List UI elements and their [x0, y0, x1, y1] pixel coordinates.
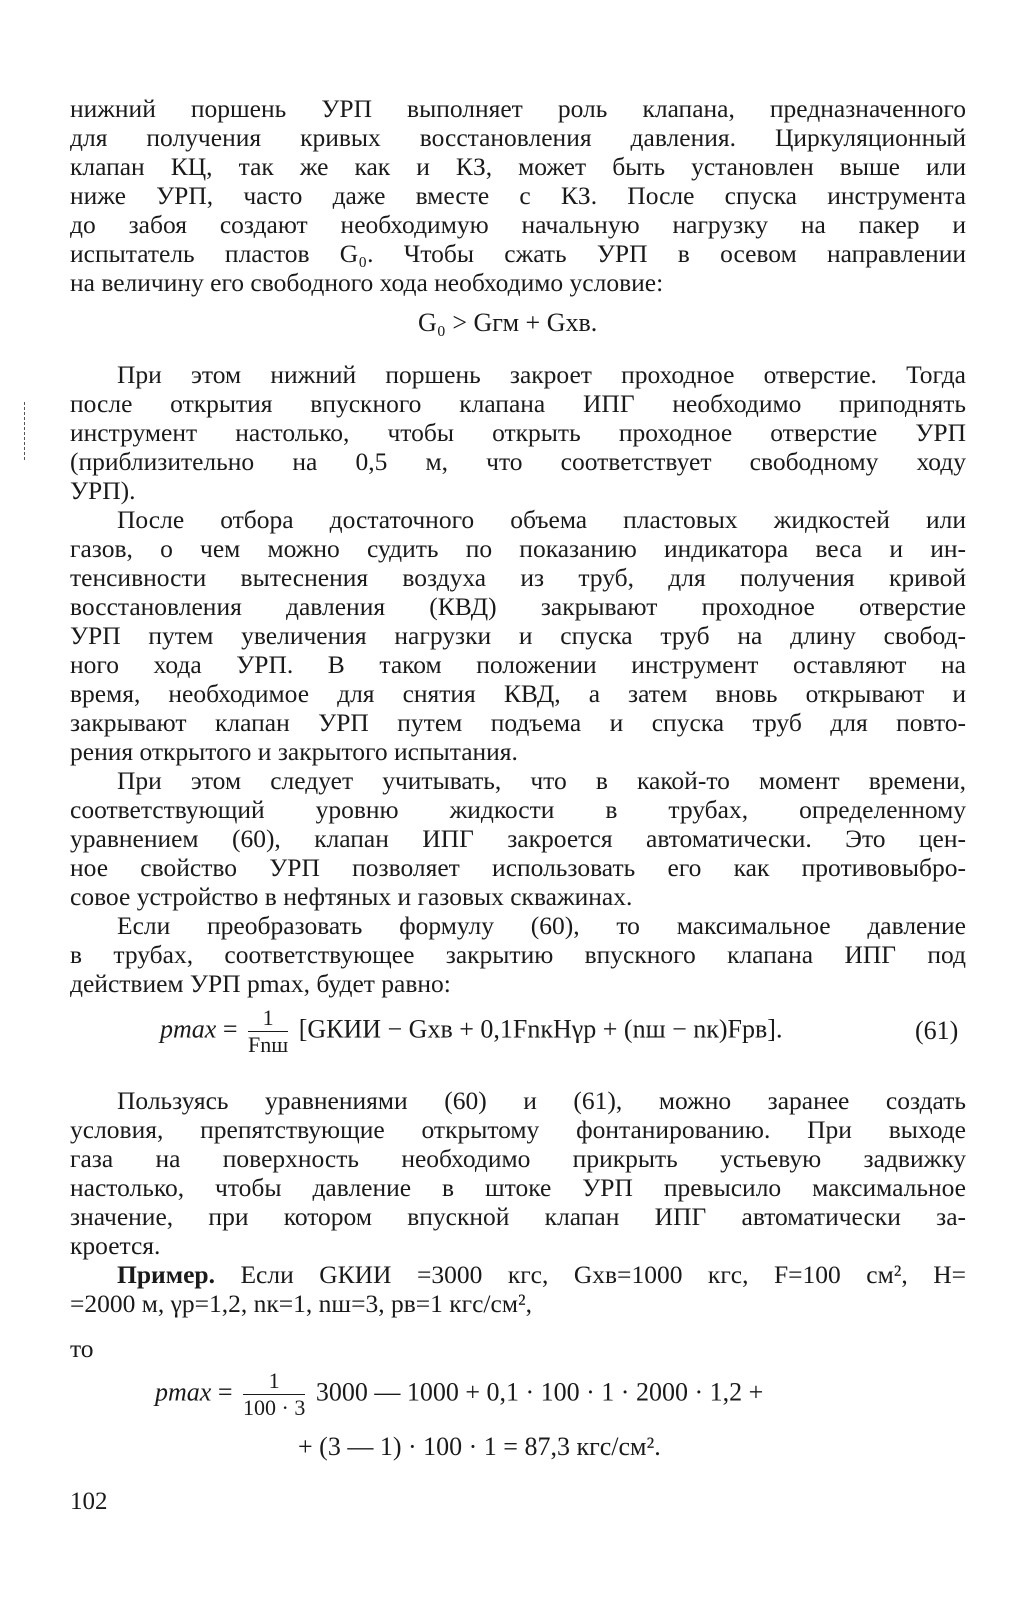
text-line: рения открытого и закрытого испытания.	[70, 737, 518, 766]
equation-61: pmax = $\frac{1}{\text{Fnш}}$ [GКИИ − Gхв + 0,1FnкHγр + (nш − nк)Fpв].	[160, 1005, 783, 1057]
equation-number: (61)	[915, 1016, 959, 1045]
text-line: ного хода УРП. В таком положении инструмент оставляют на	[70, 650, 966, 679]
eq-lhs: pmax	[160, 1014, 217, 1044]
text-line: действием УРП pmax, будет равно:	[70, 969, 451, 998]
eq-lhs: pmax	[155, 1377, 212, 1407]
example-line	[117, 1260, 966, 1289]
text-line: уравнением (60), клапан ИПГ закроется автоматически. Это цен-	[70, 824, 966, 853]
text-line: условия, препятствующие открытому фонтанированию. При выходе	[70, 1115, 966, 1144]
text-line: испытатель пластов G₀. Чтобы сжать УРП в осевом направлении	[70, 239, 966, 268]
eq-numerator: 1	[243, 1368, 305, 1395]
text-line: нижний поршень УРП выполняет роль клапана, предназначенного	[70, 94, 966, 123]
eq-numerator: 1	[248, 1005, 288, 1032]
example-text: Если GКИИ =3000 кгс, Gхв=1000 кгс, F=100 см², H=	[240, 1260, 967, 1289]
text-line: УРП).	[70, 476, 136, 505]
margin-mark	[24, 402, 26, 460]
text-line: совое устройство в нефтяных и газовых скважинах.	[70, 882, 633, 911]
text-line: При этом следует учитывать, что в какой-то момент времени,	[117, 766, 966, 795]
text-line: тенсивности вытеснения воздуха из труб, для получения кривой	[70, 563, 966, 592]
eq-fraction	[243, 1368, 305, 1421]
text-line: закрывают клапан УРП путем подъема и спуска труб для повто-	[70, 708, 966, 737]
text-line: после открытия впускного клапана ИПГ необходимо приподнять	[70, 389, 966, 418]
text-line: ниже УРП, часто даже вместе с КЗ. После спуска инструмента	[70, 181, 966, 210]
text-line: (приблизительно на 0,5 м, что соответствует свободному ходу	[70, 447, 966, 476]
example-line: =2000 м, γр=1,2, nк=1, nш=3, pв=1 кгс/см²,	[70, 1289, 532, 1318]
text-line: газов, о чем можно судить по показанию индикатора веса и ин-	[70, 534, 966, 563]
text-line: газа на поверхность необходимо прикрыть устьевую задвижку	[70, 1144, 966, 1173]
eq-fraction	[248, 1005, 288, 1058]
example-label: Пример.	[117, 1260, 215, 1289]
eq-denominator: Fnш	[248, 1032, 289, 1057]
eq-line-2: + (3 — 1) · 100 · 1 = 87,3 кгс/см².	[298, 1432, 661, 1461]
text-line: При этом нижний поршень закроет проходное отверстие. Тогда	[117, 360, 966, 389]
text-line: настолько, чтобы давление в штоке УРП превысило максимальное	[70, 1173, 966, 1202]
text-line: восстановления давления (КВД) закрывают проходное отверстие	[70, 592, 966, 621]
text-line: клапан КЦ, так же как и КЗ, может быть установлен выше или	[70, 152, 966, 181]
text-line: на величину его свободного хода необходимо условие:	[70, 268, 664, 297]
text-line: соответствующий уровню жидкости в трубах, определенному	[70, 795, 966, 824]
eq-rhs: [GКИИ − Gхв + 0,1FnкHγр + (nш − nк)Fpв].	[298, 1014, 783, 1044]
text-line: то	[70, 1334, 94, 1363]
page-number: 102	[70, 1488, 108, 1515]
text-line: УРП путем увеличения нагрузки и спуска труб на длину свобод-	[70, 621, 966, 650]
text-line: инструмент настолько, чтобы открыть проходное отверстие УРП	[70, 418, 966, 447]
eq-line-1: 3000 — 1000 + 0,1 · 100 · 1 · 2000 · 1,2 +	[315, 1377, 764, 1407]
text-line: в трубах, соответствующее закрытию впускного клапана ИПГ под	[70, 940, 966, 969]
text-line: Пользуясь уравнениями (60) и (61), можно заранее создать	[117, 1086, 966, 1115]
text-line: до забоя создают необходимую начальную нагрузку на пакер и	[70, 210, 966, 239]
text-line: ное свойство УРП позволяет использовать его как противовыбро-	[70, 853, 966, 882]
eq-denominator: 100 · 3	[243, 1395, 306, 1420]
condition-equation: G₀ > Gгм + Gхв.	[418, 308, 598, 337]
text-line: кроется.	[70, 1231, 161, 1260]
text-line: значение, при котором впускной клапан ИПГ автоматически за-	[70, 1202, 966, 1231]
text-line: для получения кривых восстановления давления. Циркуляционный	[70, 123, 966, 152]
example-equation: pmax = $\frac{1}{100 \cdot 3}$ 3000 — 1000 + 0,1 · 100 · 1 · 2000 · 1,2 +	[155, 1368, 764, 1420]
text-line: Если преобразовать формулу (60), то максимальное давление	[117, 911, 966, 940]
text-line: После отбора достаточного объема пластовых жидкостей или	[117, 505, 966, 534]
text-line: время, необходимое для снятия КВД, а затем вновь открывают и	[70, 679, 966, 708]
